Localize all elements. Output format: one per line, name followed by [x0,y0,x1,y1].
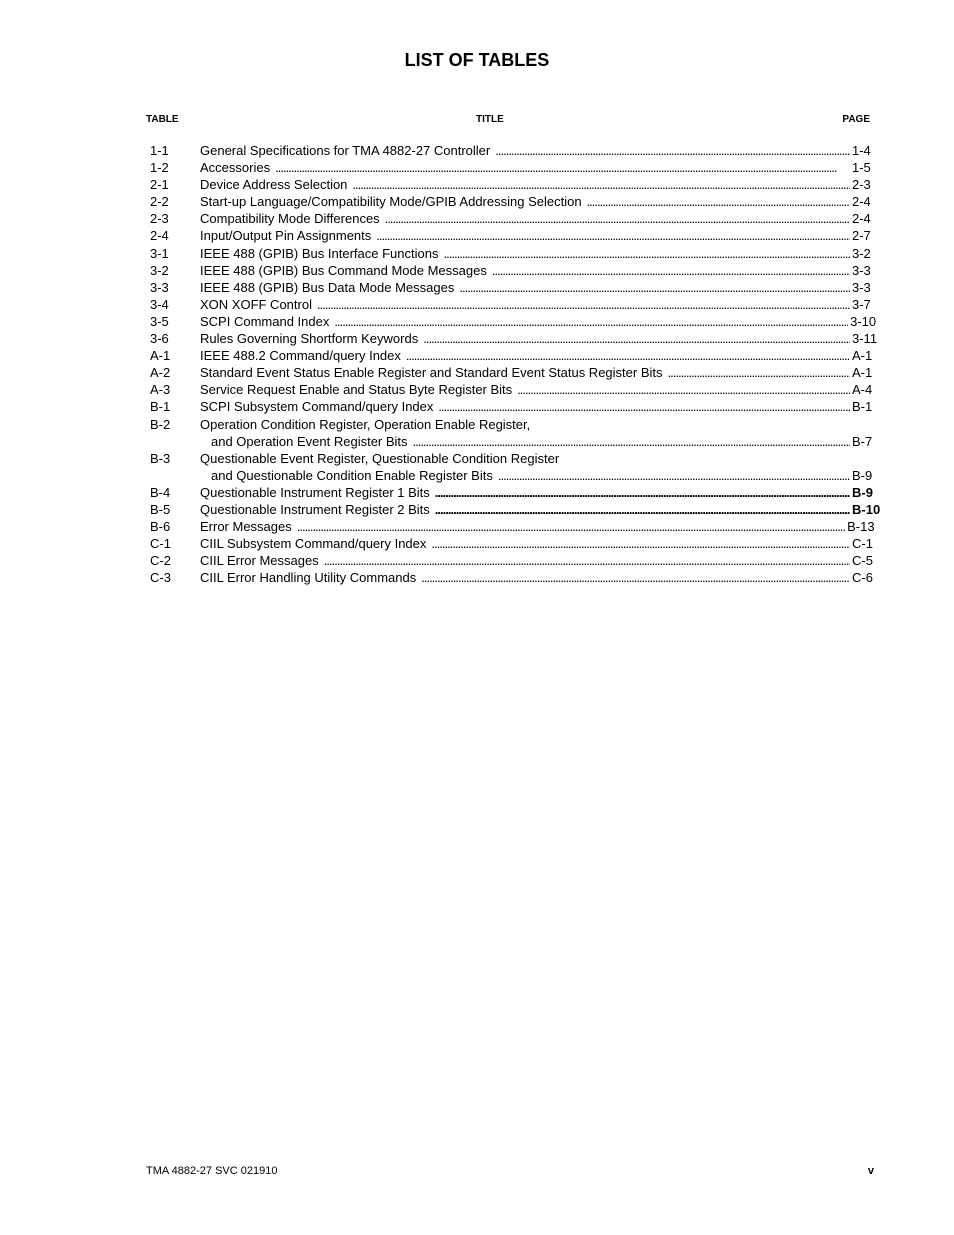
table-list-entry[interactable] [150,518,874,535]
dot-leader [421,569,850,586]
dot-leader [443,245,850,262]
entry-title: Service Request Enable and Status Byte Register Bits [200,382,513,398]
dot-leader [423,330,850,347]
entry-title: Questionable Instrument Register 2 Bits [200,501,430,517]
dot-leader [324,552,850,569]
column-headers [146,114,870,128]
entry-page: B-13 [847,519,875,535]
entry-number: 3-3 [150,279,169,295]
table-list-entry[interactable] [150,296,874,313]
entry-title: Device Address Selection [200,177,348,193]
dot-leader [385,210,850,227]
entry-number: 1-2 [150,160,169,176]
dot-leader [406,347,850,364]
table-list-entry[interactable] [150,159,874,176]
entry-title: IEEE 488 (GPIB) Bus Data Mode Messages [200,279,455,295]
dot-leader [431,535,850,552]
dot-leader [668,364,851,381]
entry-title: Questionable Event Register, Questionable Condition Register [200,450,560,466]
table-list-entry[interactable] [150,398,874,415]
table-list-entry[interactable] [150,450,874,484]
table-list-entry[interactable] [150,227,874,244]
entry-page: 2-7 [852,228,871,244]
dot-leader [435,501,850,518]
entry-number: B-3 [150,450,171,466]
entry-number: 2-1 [150,177,169,193]
entry-number: 2-2 [150,194,169,210]
dot-leader [435,484,850,501]
entry-page: 3-10 [850,313,877,329]
dot-leader [317,296,850,313]
entry-title: Input/Output Pin Assignments [200,228,372,244]
entry-title: CIIL Subsystem Command/query Index [200,536,427,552]
table-list-entry[interactable] [150,262,874,279]
table-list-entry[interactable] [150,313,877,330]
entry-title: Rules Governing Shortform Keywords [200,331,419,347]
table-list-entry[interactable] [150,364,874,381]
dot-leader [297,518,845,535]
entry-page: C-6 [852,570,873,586]
table-list-entry[interactable] [150,210,874,227]
entry-title: SCPI Command Index [200,313,330,329]
entry-title: IEEE 488.2 Command/query Index [200,348,401,364]
entry-page: A-1 [852,365,873,381]
dot-leader [495,142,850,159]
entry-page: C-1 [852,536,873,552]
table-list-entry[interactable] [150,245,874,262]
entry-title: Error Messages [200,519,292,535]
entry-page: B-9 [852,484,873,500]
entry-title: Start-up Language/Compatibility Mode/GPIB Addressing Selection [200,194,582,210]
table-list-entry[interactable] [150,193,874,210]
entry-page: B-7 [852,433,873,449]
entry-page: 3-3 [852,279,871,295]
footer-page-number: v [867,1165,874,1177]
entry-title: XON XOFF Control [200,296,312,312]
dot-leader [459,279,850,296]
dot-leader [352,176,850,193]
entry-page: 2-3 [852,177,871,193]
entry-title: IEEE 488 (GPIB) Bus Command Mode Messages [200,262,487,278]
entry-number: C-2 [150,553,171,569]
entry-title: General Specifications for TMA 4882-27 Controller [200,143,491,158]
table-list-entry[interactable] [150,484,874,501]
table-list-entry[interactable] [150,501,881,518]
entry-page: 3-7 [852,296,871,312]
entry-number: A-1 [150,348,171,364]
entry-title: IEEE 488 (GPIB) Bus Interface Functions [200,245,439,261]
entry-number: B-1 [150,399,171,415]
entry-number: B-5 [150,501,171,517]
table-list-entry[interactable] [150,279,874,296]
entry-title: Questionable Instrument Register 1 Bits [200,484,430,500]
table-list-entry[interactable] [150,535,874,552]
dot-leader [492,262,850,279]
column-header-table: TABLE [146,114,179,125]
dot-leader [587,193,850,210]
entry-page: C-5 [852,553,873,569]
table-list-entry[interactable] [150,381,874,398]
dot-leader [334,313,848,330]
entry-page: B-9 [852,467,873,483]
entry-number: A-2 [150,365,171,381]
entry-page: A-4 [852,382,873,398]
entry-number: 1-1 [150,143,169,158]
entry-title: CIIL Error Messages [200,553,319,569]
table-list-entry[interactable] [150,347,874,364]
table-list-entry[interactable] [150,569,874,586]
entry-number: C-1 [150,536,171,552]
dot-leader [438,398,850,415]
entry-page: 2-4 [852,211,871,227]
entry-number: A-3 [150,382,171,398]
page-title: LIST OF TABLES [404,50,550,70]
dot-leader [376,227,850,244]
dot-leader [275,159,850,176]
entry-number: B-4 [150,484,171,500]
entry-title: and Operation Event Register Bits [211,433,408,449]
entry-page: B-10 [852,501,881,517]
entry-number: 3-6 [150,331,169,347]
table-list-entry[interactable] [150,552,874,569]
entry-page: 3-11 [852,331,878,347]
entry-number: 3-5 [150,313,169,329]
entry-title: CIIL Error Handling Utility Commands [200,570,417,586]
entry-number: 3-2 [150,262,169,278]
entry-title: Operation Condition Register, Operation Enable Register, [200,416,531,432]
table-list-entry[interactable] [150,330,878,347]
entry-title: Standard Event Status Enable Register and Standard Event Status Register Bits [200,365,663,381]
entry-number: 2-4 [150,228,169,244]
table-list-entry[interactable] [150,176,874,193]
table-list-entry[interactable] [150,142,874,159]
table-list-entry[interactable] [150,416,874,450]
entry-page: B-1 [852,399,873,415]
dot-leader [517,381,850,398]
table-list [150,142,881,586]
entry-number: 2-3 [150,211,169,227]
footer-doc-id: TMA 4882-27 SVC 021910 [146,1165,278,1177]
entry-number: B-2 [150,416,171,432]
column-header-page: PAGE [842,114,870,125]
entry-page: 3-3 [852,262,871,278]
entry-page: 1-5 [852,160,871,176]
dot-leader [498,467,850,484]
entry-title: and Questionable Condition Enable Register Bits [211,467,493,483]
entry-page: 3-2 [852,245,871,261]
column-header-title: TITLE [476,114,504,125]
entry-title: Accessories [200,160,271,176]
entry-number: B-6 [150,519,171,535]
entry-page: A-1 [852,348,873,364]
entry-number: C-3 [150,570,171,586]
dot-leader [413,433,850,450]
entry-number: 3-4 [150,296,169,312]
entry-page: 2-4 [852,194,871,210]
entry-title: SCPI Subsystem Command/query Index [200,399,434,415]
entry-number: 3-1 [150,245,169,261]
page-footer [146,1165,874,1179]
entry-page: 1-4 [852,143,871,158]
entry-title: Compatibility Mode Differences [200,211,380,227]
